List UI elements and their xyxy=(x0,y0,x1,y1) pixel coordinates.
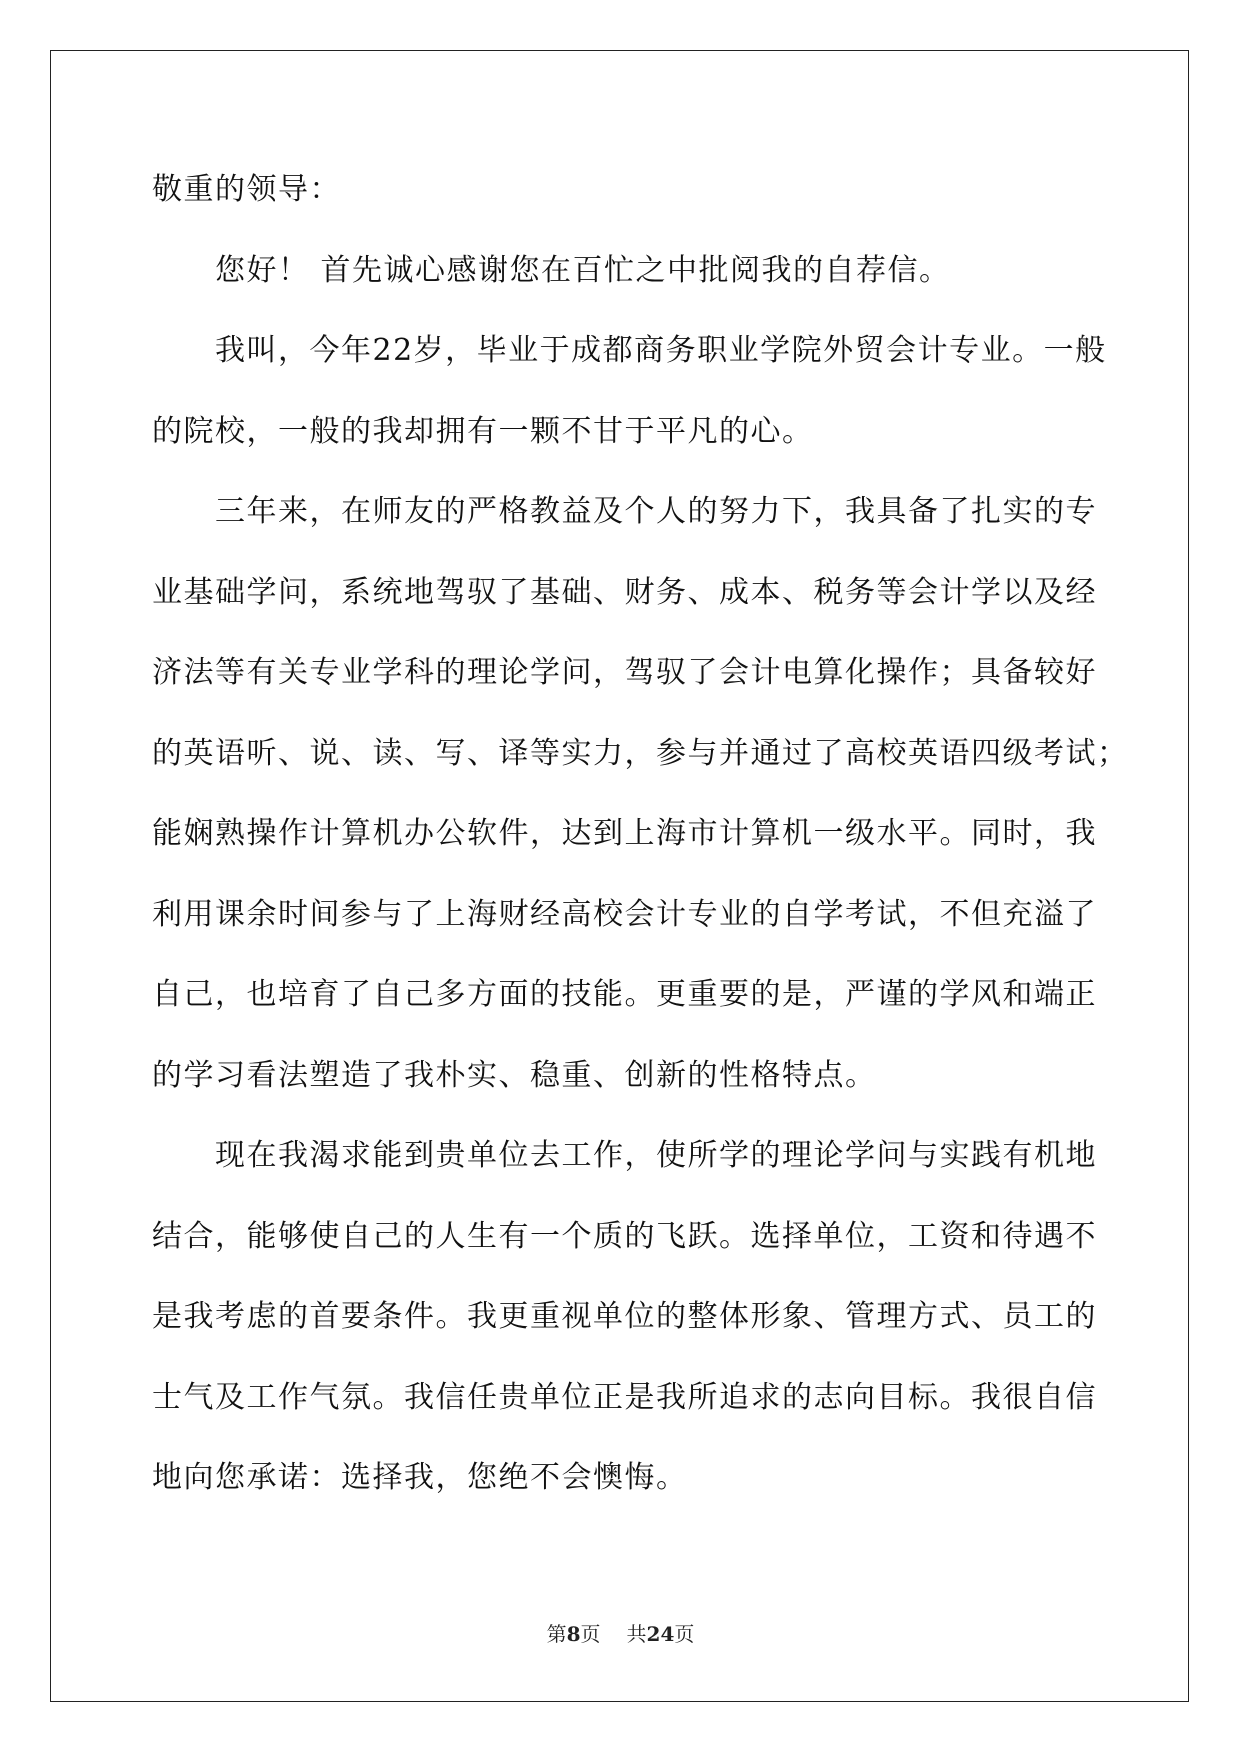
paragraph-skills-line-6: 利用课余时间参与了上海财经高校会计专业的自学考试，不但充溢了 xyxy=(152,896,1097,932)
page-suffix: 页 xyxy=(580,1622,601,1646)
paragraph-goal-line-4: 士气及工作气氛。我信任贵单位正是我所追求的志向目标。我很自信 xyxy=(152,1379,1097,1415)
paragraph-goal-line-2: 结合，能够使自己的人生有一个质的飞跃。选择单位，工资和待遇不 xyxy=(152,1218,1097,1254)
paragraph-skills-line-4: 的英语听、说、读、写、译等实力，参与并通过了高校英语四级考试； xyxy=(152,735,1129,771)
paragraph-goal-line-1: 现在我渴求能到贵单位去工作，使所学的理论学问与实践有机地 xyxy=(215,1138,1097,1173)
total-pages: 24 xyxy=(646,1622,675,1646)
total-suffix: 页 xyxy=(674,1622,695,1646)
paragraph-greeting: 您好！ 首先诚心感谢您在百忙之中批阅我的自荐信。 xyxy=(215,252,951,288)
paragraph-skills-line-5: 能娴熟操作计算机办公软件，达到上海市计算机一级水平。同时，我 xyxy=(152,816,1097,851)
total-prefix: 共 xyxy=(626,1622,647,1646)
letter-body xyxy=(152,150,1129,1519)
paragraph-skills-line-8: 的学习看法塑造了我朴实、稳重、创新的性格特点。 xyxy=(152,1057,877,1093)
paragraph-intro-line-1: 我叫，今年22岁，毕业于成都商务职业学院外贸会计专业。一般 xyxy=(215,333,1107,368)
paragraph-skills-line-7: 自己，也培育了自己多方面的技能。更重要的是，严谨的学风和端正 xyxy=(152,977,1097,1012)
paragraph-goal-line-3: 是我考虑的首要条件。我更重视单位的整体形象、管理方式、员工的 xyxy=(152,1299,1097,1334)
paragraph-skills-line-3: 济法等有关专业学科的理论学问，驾驭了会计电算化操作；具备较好 xyxy=(152,655,1097,690)
salutation: 敬重的领导： xyxy=(152,172,341,207)
paragraph-goal-line-5: 地向您承诺：选择我，您绝不会懊悔。 xyxy=(152,1460,688,1495)
paragraph-skills-line-1: 三年来，在师友的严格教益及个人的努力下，我具备了扎实的专 xyxy=(215,494,1097,529)
page-footer xyxy=(0,1622,1241,1646)
paragraph-skills-line-2: 业基础学问，系统地驾驭了基础、财务、成本、税务等会计学以及经 xyxy=(152,574,1097,610)
page-prefix: 第 xyxy=(546,1622,567,1646)
page-number: 8 xyxy=(566,1622,581,1646)
paragraph-intro-line-2: 的院校，一般的我却拥有一颗不甘于平凡的心。 xyxy=(152,413,814,449)
